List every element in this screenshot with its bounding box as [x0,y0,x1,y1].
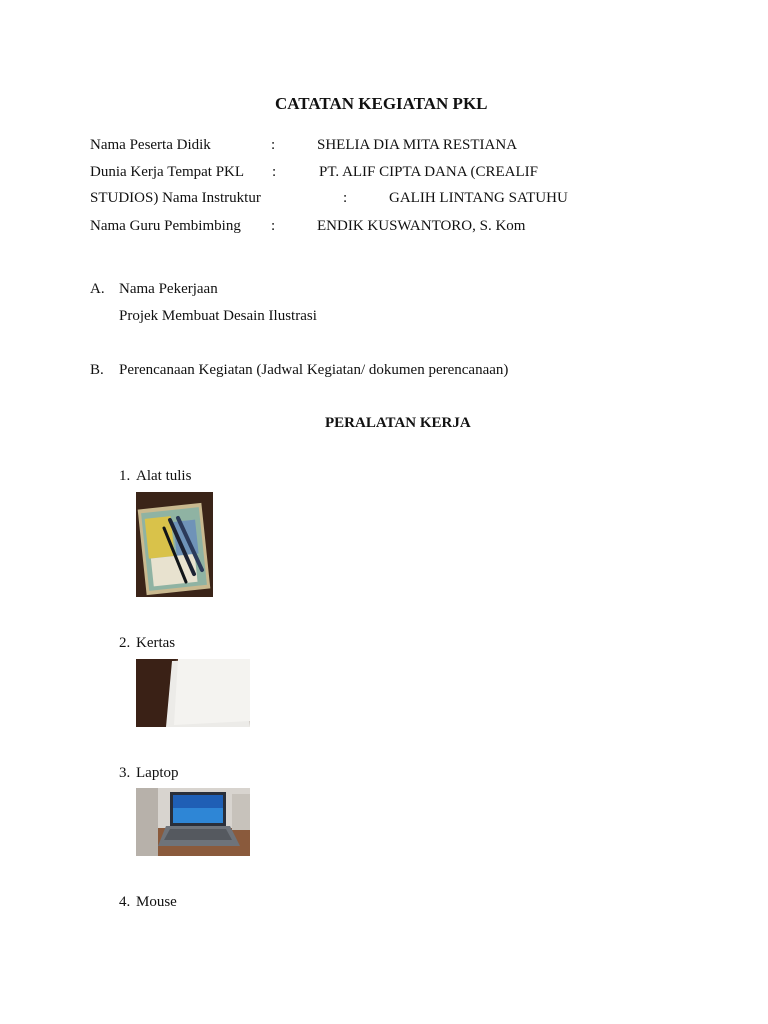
info-label-dunia-kerja: Dunia Kerja Tempat PKL [90,164,245,180]
info-label-instruktur: STUDIOS) Nama Instruktur [90,190,261,206]
subtitle-peralatan-kerja: PERALATAN KERJA [325,415,471,431]
photo-alat-tulis-graphic [136,492,213,597]
info-label-peserta: Nama Peserta Didik [90,137,211,153]
info-colon: : [343,190,348,206]
info-colon: : [272,164,277,180]
info-value-instruktur: GALIH LINTANG SATUHU [389,190,568,206]
document-title: CATATAN KEGIATAN PKL [275,94,488,113]
section-b-marker: B. [90,362,104,378]
photo-alat-tulis [136,492,213,597]
section-b-heading: Perencanaan Kegiatan (Jadwal Kegiatan/ dokumen perencanaan) [119,362,509,378]
section-a-body: Projek Membuat Desain Ilustrasi [119,308,317,324]
info-label-guru: Nama Guru Pembimbing [90,218,241,234]
info-colon: : [271,218,276,234]
info-colon: : [271,137,276,153]
info-value-dunia-kerja: PT. ALIF CIPTA DANA (CREALIF [319,164,538,180]
photo-laptop-graphic [136,788,250,856]
tool-number: 3. [119,765,131,781]
tool-number: 2. [119,635,131,651]
tool-name: Mouse [136,894,177,910]
tool-name: Laptop [136,765,179,781]
info-value-guru: ENDIK KUSWANTORO, S. Kom [317,218,526,234]
tool-number: 4. [119,894,131,910]
info-value-peserta: SHELIA DIA MITA RESTIANA [317,137,518,153]
section-a-heading: Nama Pekerjaan [119,281,218,297]
photo-kertas [136,659,250,727]
tool-name: Alat tulis [136,468,192,484]
tool-name: Kertas [136,635,176,651]
photo-laptop [136,788,250,856]
photo-kertas-graphic [136,659,250,727]
section-a-marker: A. [90,281,105,297]
tool-number: 1. [119,468,131,484]
